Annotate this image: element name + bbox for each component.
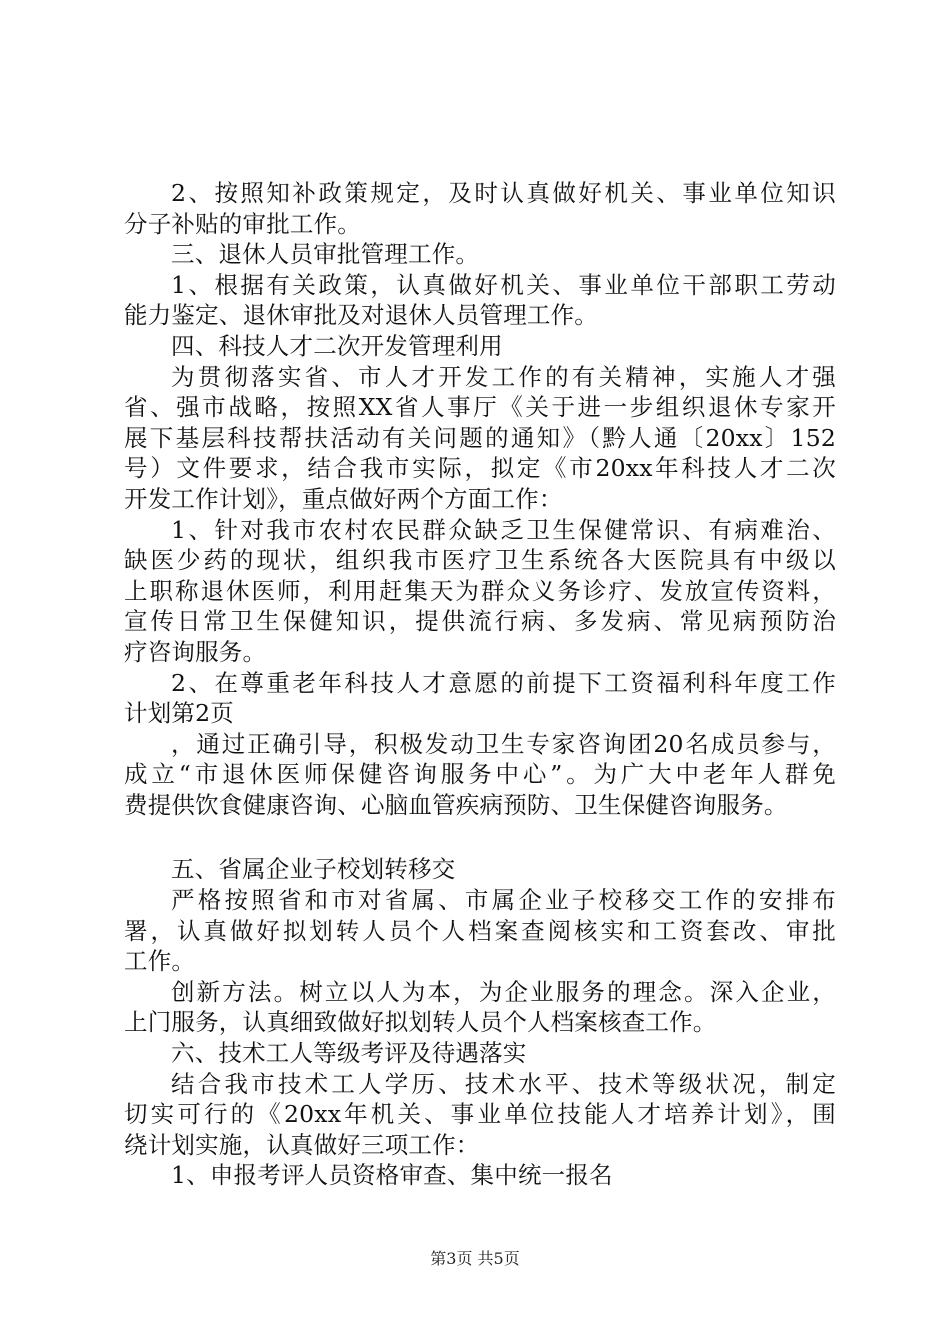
text-line: 1、根据有关政策，认真做好机关、事业单位干部职工劳动	[171, 270, 836, 299]
paragraph	[124, 668, 836, 729]
text-line: 工作。	[124, 947, 196, 976]
paragraph	[124, 1160, 836, 1191]
text-line: 绕计划实施，认真做好三项工作：	[124, 1130, 480, 1159]
paragraph	[124, 178, 836, 239]
text-line: 四、科技人才二次开发管理利用	[171, 331, 503, 360]
text-line: 1、针对我市农村农民群众缺乏卫生保健常识、有病难治、	[171, 515, 836, 544]
section-heading	[124, 1038, 836, 1069]
paragraph	[124, 515, 836, 668]
paragraph	[124, 270, 836, 331]
text-line: 宣传日常卫生保健知识，提供流行病、多发病、常见病预防治	[124, 607, 836, 636]
paragraph	[124, 1069, 836, 1161]
section-heading	[124, 239, 836, 270]
document-body	[124, 178, 836, 1191]
text-line: 六、技术工人等级考评及待遇落实	[171, 1039, 527, 1068]
text-line: 成立“市退休医师保健咨询服务中心”。为广大中老年人群免	[124, 760, 836, 789]
text-line: 严格按照省和市对省属、市属企业子校移交工作的安排布	[171, 886, 836, 915]
text-line: 疗咨询服务。	[124, 637, 267, 666]
paragraph	[124, 885, 836, 977]
text-line: 创新方法。树立以人为本，为企业服务的理念。深入企业，	[171, 977, 836, 1006]
text-line: 2、在尊重老年科技人才意愿的前提下工资福利科年度工作	[171, 668, 836, 697]
text-line: 2、按照知补政策规定，及时认真做好机关、事业单位知识	[171, 179, 836, 207]
text-line: 分子补贴的审批工作。	[124, 209, 361, 238]
text-line: 展下基层科技帮扶活动有关问题的通知》（黔人通〔20xx〕152	[124, 423, 836, 452]
text-line: ，通过正确引导，积极发动卫生专家咨询团20名成员参与，	[171, 729, 836, 758]
text-line: 结合我市技术工人学历、技术水平、技术等级状况，制定	[171, 1069, 836, 1098]
text-line: 费提供饮食健康咨询、心脑血管疾病预防、卫生保健咨询服务。	[124, 790, 788, 819]
paragraph-spacer	[124, 820, 836, 854]
text-line: 省、强市战略，按照XX省人事厅《关于进一步组织退休专家开	[124, 393, 836, 422]
text-line: 三、退休人员审批管理工作。	[171, 240, 480, 269]
paragraph	[124, 362, 836, 515]
text-line: 为贯彻落实省、市人才开发工作的有关精神，实施人才强	[171, 362, 836, 391]
section-heading	[124, 854, 836, 885]
text-line: 上门服务，认真细致做好拟划转人员个人档案核查工作。	[124, 1008, 717, 1037]
text-line: 能力鉴定、退休审批及对退休人员管理工作。	[124, 301, 598, 330]
paragraph	[124, 977, 836, 1038]
text-line: 署，认真做好拟划转人员个人档案查阅核实和工资套改、审批	[124, 916, 836, 945]
text-line: 缺医少药的现状，组织我市医疗卫生系统各大医院具有中级以	[124, 546, 836, 575]
page-footer: 第3页 共5页	[430, 1249, 520, 1268]
section-heading	[124, 331, 836, 362]
text-line: 上职称退休医师，利用赶集天为群众义务诊疗、发放宣传资料，	[124, 576, 836, 605]
text-line: 计划第2页	[124, 699, 234, 728]
text-line: 号）文件要求，结合我市实际，拟定《市20xx年科技人才二次	[124, 454, 836, 483]
text-line: 五、省属企业子校划转移交	[171, 855, 456, 884]
paragraph	[124, 729, 836, 821]
text-line: 开发工作计划》，重点做好两个方面工作：	[124, 484, 563, 513]
text-line: 切实可行的《20xx年机关、事业单位技能人才培养计划》，围	[124, 1100, 836, 1129]
text-line: 1、申报考评人员资格审查、集中统一报名	[171, 1161, 613, 1190]
